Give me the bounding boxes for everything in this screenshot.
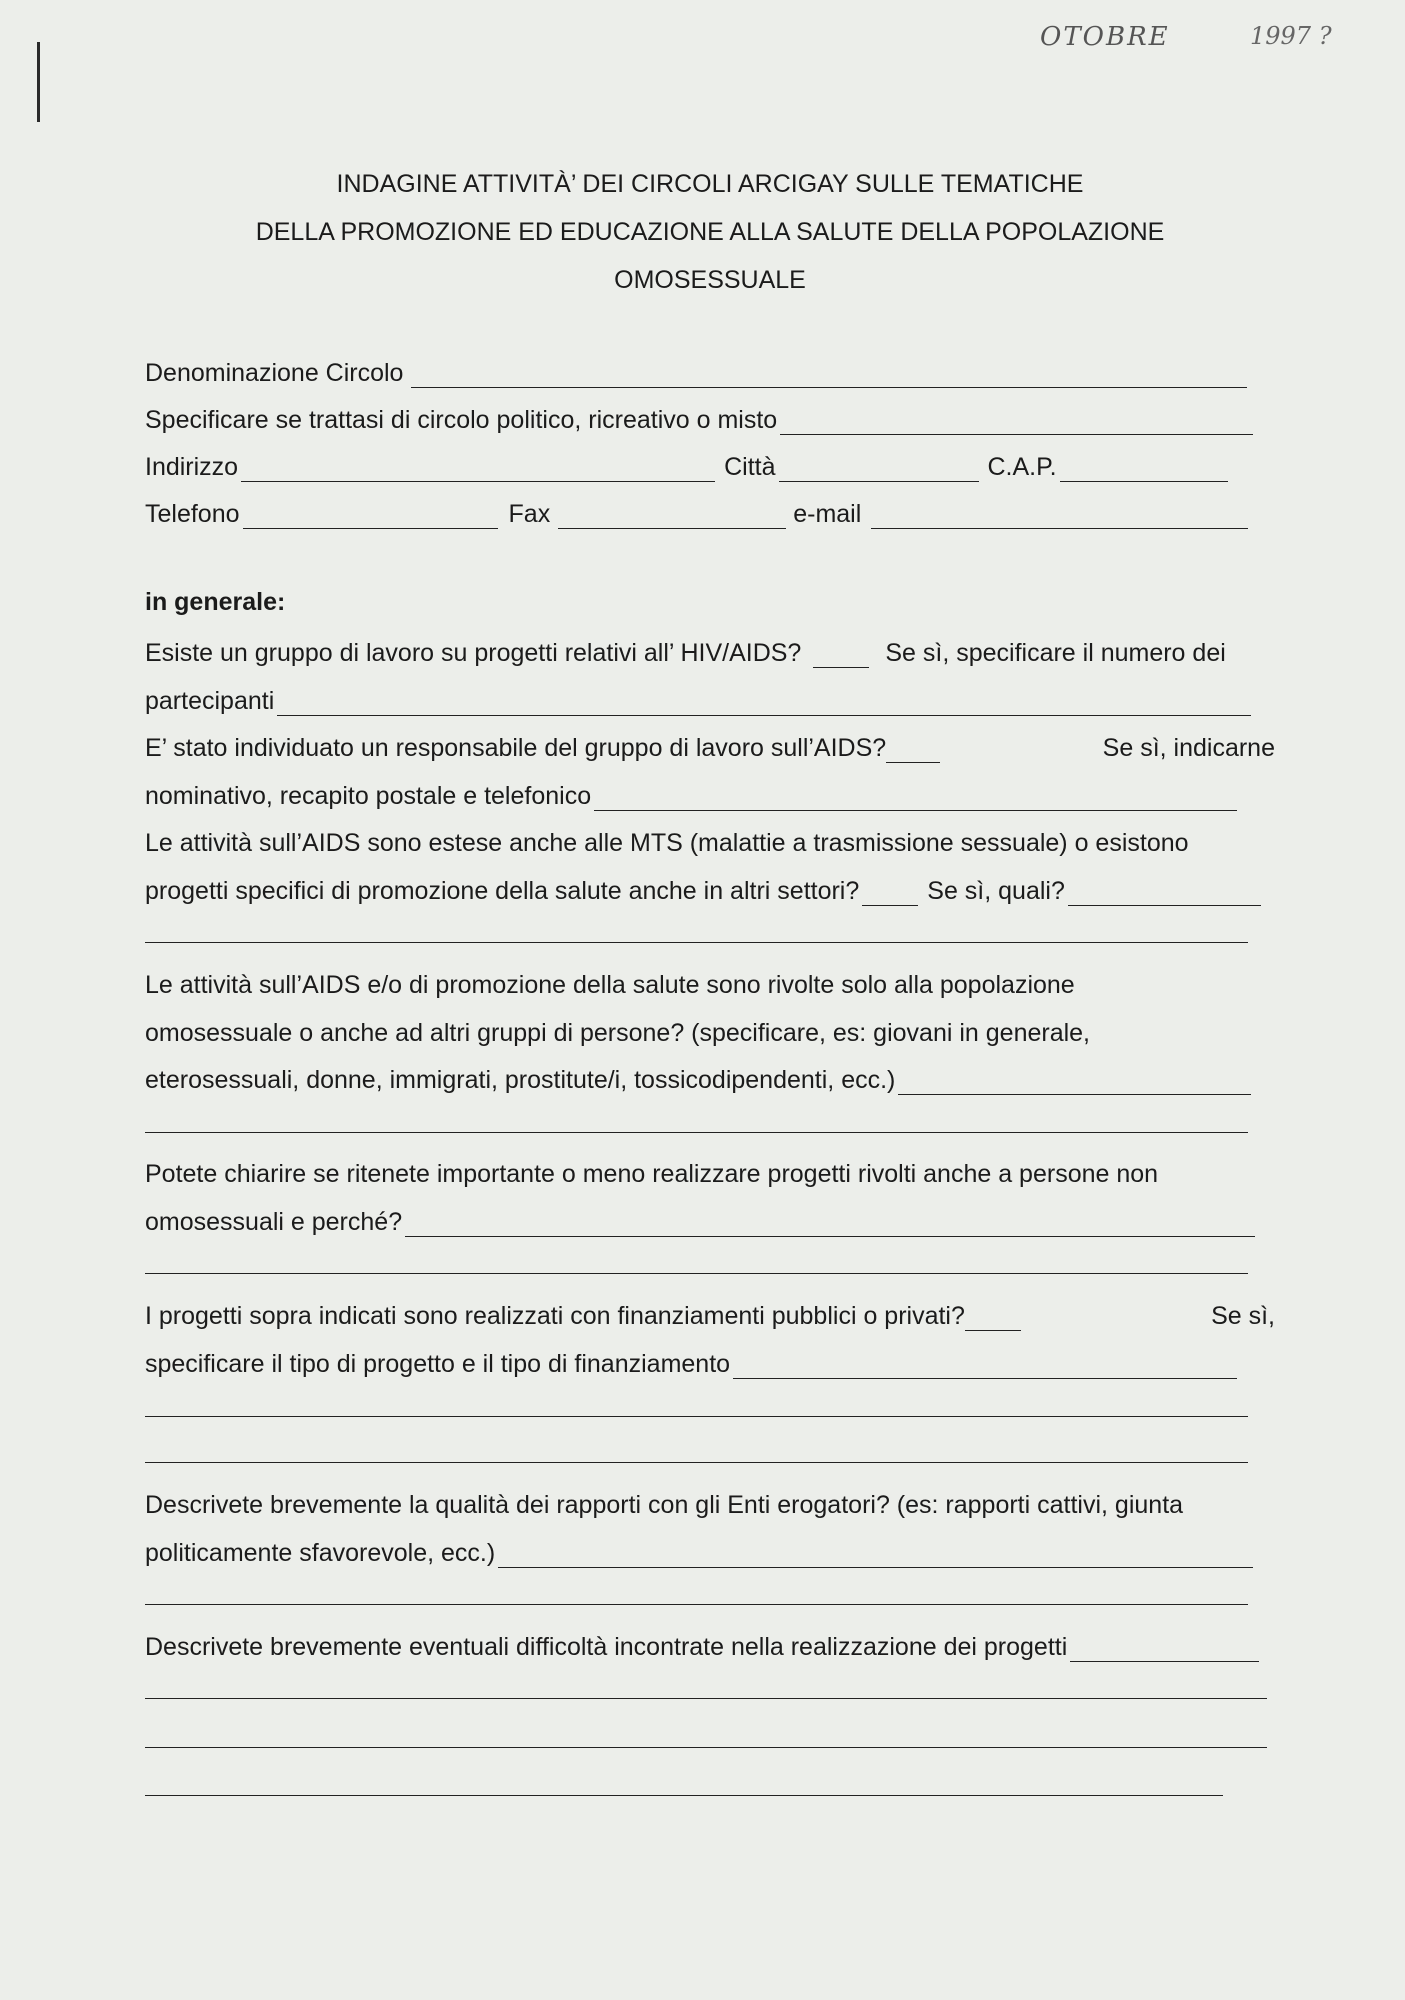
q2-contact-input[interactable] bbox=[594, 784, 1237, 811]
q8-text-a: Descrivete brevemente eventuali difficoltà incontrate nella realizzazione dei progetti bbox=[145, 1633, 1068, 1661]
q7-text-b: politicamente sfavorevole, ecc.) bbox=[145, 1539, 496, 1567]
q4-line-1 bbox=[145, 964, 1275, 1000]
q8-extra-line-1[interactable] bbox=[145, 1698, 1267, 1699]
q1-text-b: Se sì, specificare il numero dei bbox=[885, 639, 1226, 667]
q1-participants-input[interactable] bbox=[277, 689, 1251, 716]
q6-extra-line-2[interactable] bbox=[145, 1462, 1248, 1463]
q7-answer-input[interactable] bbox=[498, 1541, 1253, 1568]
q8-extra-line-2[interactable] bbox=[145, 1747, 1267, 1748]
q2-text-b: Se sì, indicarne bbox=[1102, 734, 1275, 762]
input-fax[interactable] bbox=[558, 502, 786, 529]
margin-mark bbox=[37, 42, 40, 122]
q5-text-b: omosessuali e perché? bbox=[145, 1208, 403, 1236]
handwritten-month: OTOBRE bbox=[1040, 22, 1170, 52]
input-tipo-circolo[interactable] bbox=[780, 408, 1253, 435]
input-telefono[interactable] bbox=[243, 502, 498, 529]
q1-text-a: Esiste un gruppo di lavoro su progetti relativi all’ HIV/AIDS? bbox=[145, 639, 802, 667]
q2-text-c: nominativo, recapito postale e telefonico bbox=[145, 782, 592, 810]
q7-line-1 bbox=[145, 1484, 1275, 1520]
q3-extra-line[interactable] bbox=[145, 942, 1248, 943]
label-denominazione: Denominazione Circolo bbox=[145, 359, 404, 387]
q1-text-c: partecipanti bbox=[145, 687, 275, 715]
title-line-2: DELLA PROMOZIONE ED EDUCAZIONE ALLA SALUTE DELLA POPOLAZIONE bbox=[255, 218, 1165, 246]
label-citta: Città bbox=[724, 453, 776, 481]
q3-which-input[interactable] bbox=[1068, 879, 1261, 906]
handwritten-year: 1997 ? bbox=[1250, 22, 1332, 50]
label-email: e-mail bbox=[793, 500, 862, 528]
field-tipo-circolo bbox=[145, 399, 1275, 435]
label-cap: C.A.P. bbox=[987, 453, 1057, 481]
title-line-3: OMOSESSUALE bbox=[614, 266, 806, 294]
q5-extra-line[interactable] bbox=[145, 1273, 1248, 1274]
q6-line-2 bbox=[145, 1343, 1275, 1379]
q2-line-1 bbox=[145, 727, 1275, 763]
q6-line-1 bbox=[145, 1295, 1275, 1331]
q1-line-1 bbox=[145, 632, 1275, 668]
q7-extra-line[interactable] bbox=[145, 1604, 1248, 1605]
q8-line-1 bbox=[145, 1626, 1275, 1662]
q5-line-2 bbox=[145, 1201, 1275, 1237]
q3-answer-input[interactable] bbox=[862, 879, 918, 906]
section-heading: in generale: bbox=[145, 588, 286, 616]
q4-text-a: Le attività sull’AIDS e/o di promozione della salute sono rivolte solo alla popolazione bbox=[145, 971, 1075, 999]
q6-text-a: I progetti sopra indicati sono realizzati con finanziamenti pubblici o privati? bbox=[145, 1302, 965, 1330]
q4-extra-line[interactable] bbox=[145, 1132, 1248, 1133]
q2-answer-input[interactable] bbox=[886, 736, 940, 763]
q6-details-input[interactable] bbox=[733, 1352, 1237, 1379]
title-line-1: INDAGINE ATTIVITÀ’ DEI CIRCOLI ARCIGAY SULLE TEMATICHE bbox=[336, 170, 1084, 198]
label-tipo-circolo: Specificare se trattasi di circolo politico, ricreativo o misto bbox=[145, 406, 778, 434]
q3-text-c: Se sì, quali? bbox=[927, 877, 1065, 905]
field-denominazione bbox=[145, 352, 1275, 388]
input-citta[interactable] bbox=[779, 455, 979, 482]
input-cap[interactable] bbox=[1060, 455, 1228, 482]
q5-text-a: Potete chiarire se ritenete importante o meno realizzare progetti rivolti anche a persone non bbox=[145, 1160, 1159, 1188]
label-telefono: Telefono bbox=[145, 500, 240, 528]
q3-text-b: progetti specifici di promozione della salute anche in altri settori? bbox=[145, 877, 860, 905]
q4-answer-input[interactable] bbox=[898, 1068, 1251, 1095]
field-contatti-row bbox=[145, 493, 1275, 529]
q5-answer-input[interactable] bbox=[405, 1210, 1255, 1237]
q5-line-1 bbox=[145, 1153, 1275, 1189]
q4-line-2 bbox=[145, 1012, 1275, 1048]
document-title bbox=[145, 160, 1275, 304]
q6-text-b: Se sì, bbox=[1211, 1302, 1275, 1330]
q7-line-2 bbox=[145, 1532, 1275, 1568]
q6-extra-line-1[interactable] bbox=[145, 1416, 1248, 1417]
q4-text-c: eterosessuali, donne, immigrati, prostitute/i, tossicodipendenti, ecc.) bbox=[145, 1066, 896, 1094]
q3-text-a: Le attività sull’AIDS sono estese anche alle MTS (malattie a trasmissione sessuale) o esistono bbox=[145, 829, 1189, 857]
input-denominazione[interactable] bbox=[411, 361, 1247, 388]
q4-text-b: omosessuale o anche ad altri gruppi di persone? (specificare, es: giovani in generale, bbox=[145, 1019, 1091, 1047]
q3-line-2 bbox=[145, 870, 1275, 906]
field-indirizzo-row bbox=[145, 446, 1275, 482]
input-indirizzo[interactable] bbox=[241, 455, 715, 482]
q8-answer-input[interactable] bbox=[1070, 1635, 1259, 1662]
q6-text-c: specificare il tipo di progetto e il tipo di finanziamento bbox=[145, 1350, 731, 1378]
q3-line-1 bbox=[145, 822, 1275, 858]
q1-line-2 bbox=[145, 680, 1275, 716]
q1-answer-input[interactable] bbox=[813, 641, 869, 668]
label-fax: Fax bbox=[508, 500, 551, 528]
q6-answer-input[interactable] bbox=[965, 1304, 1021, 1331]
q2-text-a: E’ stato individuato un responsabile del gruppo di lavoro sull’AIDS? bbox=[145, 734, 887, 762]
q4-line-3 bbox=[145, 1059, 1275, 1095]
label-indirizzo: Indirizzo bbox=[145, 453, 239, 481]
q7-text-a: Descrivete brevemente la qualità dei rapporti con gli Enti erogatori? (es: rapporti cattivi, giunta bbox=[145, 1491, 1184, 1519]
q8-extra-line-3[interactable] bbox=[145, 1795, 1223, 1796]
input-email[interactable] bbox=[871, 502, 1248, 529]
q2-line-2 bbox=[145, 775, 1275, 811]
